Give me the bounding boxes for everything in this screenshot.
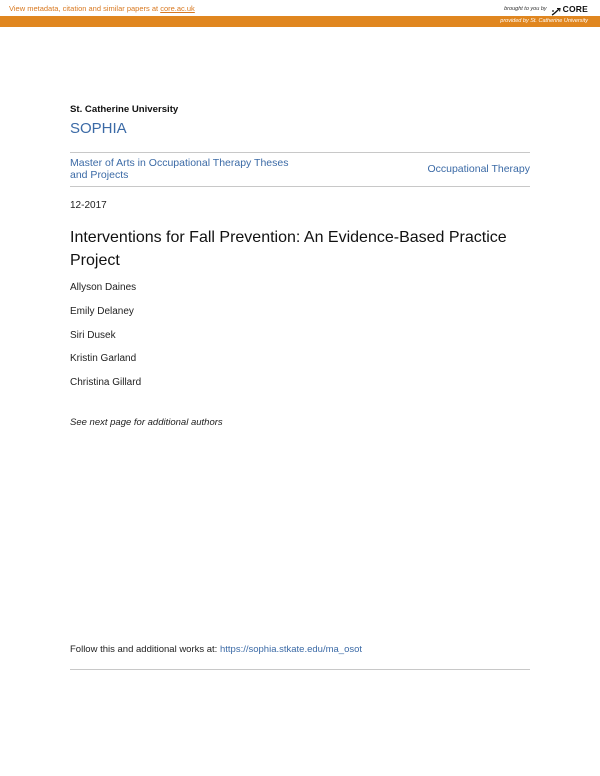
core-metadata-line: [9, 4, 195, 14]
repository-link[interactable]: SOPHIA: [70, 120, 127, 137]
institution-name: St. Catherine University: [70, 104, 179, 115]
core-logo-icon: [551, 4, 561, 14]
core-metadata-link[interactable]: core.ac.uk: [160, 4, 195, 13]
provided-by-bar: [0, 16, 600, 27]
divider-bottom: [70, 669, 530, 670]
document-title: Interventions for Fall Prevention: An Evidence-Based Practice Project: [70, 229, 507, 269]
author-name: Allyson Daines: [70, 282, 137, 293]
core-metadata-prefix: View metadata, citation and similar papers at: [9, 4, 161, 13]
author-name: Emily Delaney: [70, 306, 134, 317]
follow-line: [70, 644, 362, 656]
author-name: Kristin Garland: [70, 353, 137, 364]
author-name: Siri Dusek: [70, 330, 116, 341]
provided-by-label: provided by St. Catherine University: [500, 18, 588, 24]
follow-link[interactable]: https://sophia.stkate.edu/ma_osot: [219, 644, 363, 655]
divider-middle: [70, 186, 530, 187]
publication-date: 12-2017: [70, 200, 107, 211]
core-logo-text: CORE: [562, 3, 588, 14]
author-name: Christina Gillard: [70, 377, 142, 388]
department-link[interactable]: Occupational Therapy: [427, 163, 530, 175]
additional-authors-note: See next page for additional authors: [70, 417, 223, 428]
follow-prefix: Follow this and additional works at:: [70, 644, 220, 655]
core-brand[interactable]: [504, 3, 588, 14]
series-link[interactable]: Master of Arts in Occupational Therapy Theses and Projects: [70, 157, 289, 181]
brought-to-you-by-label: brought to you by: [504, 5, 547, 12]
divider-top: [70, 152, 530, 153]
